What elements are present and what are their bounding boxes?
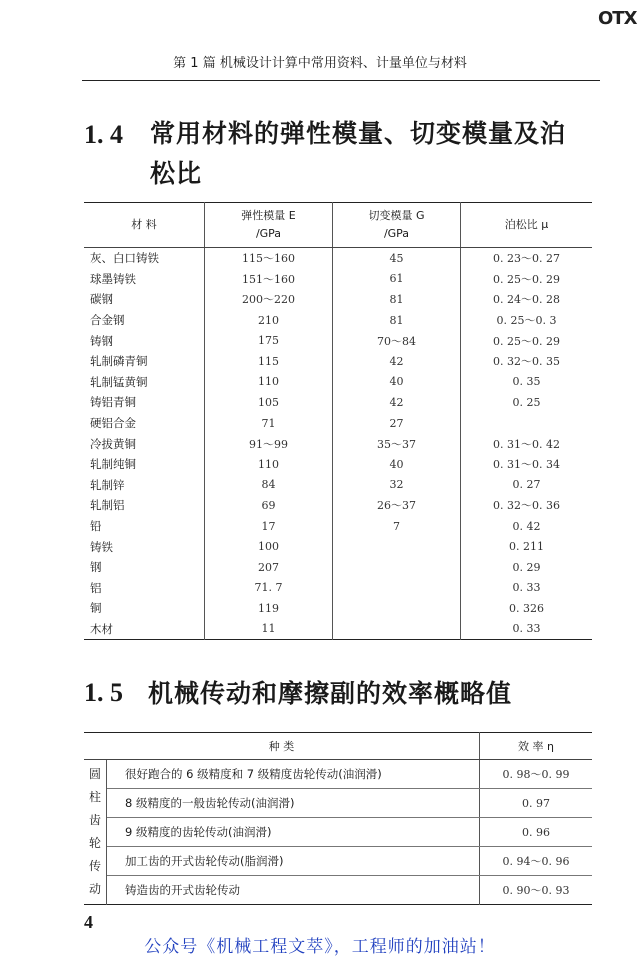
header-kind: 种 类: [84, 733, 480, 760]
cell-kind: 铸造齿的开式齿轮传动: [107, 876, 480, 905]
cell-efficiency: 0. 90～0. 93: [502, 884, 570, 897]
table-row: [84, 351, 592, 372]
section-1-4-title-line2: 松比: [150, 159, 203, 188]
header-shear-modulus: [333, 203, 461, 248]
table-row: [84, 598, 592, 619]
cell-poisson-ratio: 0. 33: [512, 581, 541, 595]
cell-elastic-modulus: 151～160: [205, 269, 333, 290]
cell-shear-modulus: 61: [333, 269, 461, 290]
header-poisson-ratio: 泊松比 μ: [461, 203, 593, 248]
table-row: [84, 495, 592, 516]
running-head: 第 1 篇 机械设计计算中常用资料、计量单位与材料: [173, 56, 467, 71]
cell-poisson-ratio: 0. 25～0. 3: [496, 314, 557, 328]
table-row: [84, 372, 592, 393]
cell-shear-modulus: 42: [333, 392, 461, 413]
cell-kind: 加工齿的开式齿轮传动(脂润滑): [107, 847, 480, 876]
cell-elastic-modulus: 91～99: [205, 433, 333, 454]
cell-poisson-ratio: 0. 211: [509, 540, 544, 554]
group-label-char: 动: [88, 882, 101, 896]
table-row: [84, 392, 592, 413]
header-elastic-modulus: [205, 203, 333, 248]
efficiency-table: [84, 732, 592, 905]
cell-material: 硬铝合金: [84, 413, 205, 434]
header-efficiency: 效 率 η: [480, 733, 593, 760]
cell-elastic-modulus: 175: [205, 330, 333, 351]
table-row: [84, 818, 592, 847]
cell-poisson-ratio: [461, 413, 593, 434]
cell-shear-modulus: 81: [333, 289, 461, 310]
cell-elastic-modulus: 210: [205, 310, 333, 331]
cell-poisson-ratio: 0. 31～0. 34: [493, 458, 560, 472]
elastic-moduli-body: [84, 248, 592, 640]
table-row: [84, 876, 592, 905]
cell-material: 木材: [84, 619, 205, 640]
cell-shear-modulus: 40: [333, 454, 461, 475]
cell-material: 轧制铝: [84, 495, 205, 516]
cell-poisson-ratio: 0. 32～0. 36: [493, 499, 560, 513]
table-row: [84, 578, 592, 599]
group-label-char: 柱: [88, 790, 101, 804]
cell-poisson-ratio: 0. 25～0. 29: [493, 334, 560, 348]
group-label-char: 轮: [88, 836, 101, 850]
cell-material: 铸铁: [84, 536, 205, 557]
cell-elastic-modulus: 69: [205, 495, 333, 516]
cell-poisson-ratio: 0. 23～0. 27: [493, 252, 560, 266]
group-label-char: 圆: [88, 767, 101, 781]
cell-elastic-modulus: 110: [205, 454, 333, 475]
cell-poisson-ratio: 0. 29: [512, 560, 541, 574]
table-header-row: [84, 203, 592, 248]
cell-shear-modulus: 81: [333, 310, 461, 331]
cell-elastic-modulus: 207: [205, 557, 333, 578]
header-elastic-line2: /GPa: [255, 227, 282, 240]
table-row: [84, 789, 592, 818]
cell-poisson-ratio: 0. 24～0. 28: [493, 293, 560, 307]
header-shear-line1: 切变模量 G: [368, 209, 425, 222]
section-1-5-number: 1. 5: [84, 678, 123, 707]
cell-material: 灰、白口铸铁: [84, 248, 205, 269]
table-row: [84, 413, 592, 434]
group-label-cylindrical-gear: [84, 760, 107, 905]
header-material: 材 料: [84, 203, 205, 248]
cell-shear-modulus: 32: [333, 475, 461, 496]
cell-material: 合金钢: [84, 310, 205, 331]
section-1-5-title: 机械传动和摩擦副的效率概略值: [148, 679, 513, 708]
cell-elastic-modulus: 17: [205, 516, 333, 537]
table-row: [84, 536, 592, 557]
cell-poisson-ratio: 0. 32～0. 35: [493, 355, 560, 369]
cell-shear-modulus: [333, 536, 461, 557]
cell-poisson-ratio: 0. 31～0. 42: [493, 437, 560, 451]
cell-material: 铸钢: [84, 330, 205, 351]
cell-shear-modulus: 70～84: [333, 330, 461, 351]
cell-material: 钢: [84, 557, 205, 578]
cell-elastic-modulus: 84: [205, 475, 333, 496]
table-row: [84, 330, 592, 351]
cell-poisson-ratio: 0. 326: [509, 601, 544, 615]
section-1-4-number: 1. 4: [84, 120, 123, 149]
cell-material: 铝: [84, 578, 205, 599]
cell-material: 轧制锌: [84, 475, 205, 496]
section-1-4-title: [150, 114, 566, 194]
table-row: [84, 619, 592, 640]
cell-shear-modulus: 42: [333, 351, 461, 372]
cell-material: 轧制磷青铜: [84, 351, 205, 372]
cell-elastic-modulus: 11: [205, 619, 333, 640]
cell-material: 铜: [84, 598, 205, 619]
table-row: [84, 433, 592, 454]
elastic-moduli-table: [84, 202, 592, 640]
cell-elastic-modulus: 71. 7: [205, 578, 333, 599]
cell-material: 轧制锰黄铜: [84, 372, 205, 393]
table-row: [84, 475, 592, 496]
cell-material: 冷拔黄铜: [84, 433, 205, 454]
group-label-char: 传: [88, 859, 101, 873]
cell-shear-modulus: 35～37: [333, 433, 461, 454]
cell-efficiency: 0. 97: [480, 789, 593, 818]
cell-material: 球墨铸铁: [84, 269, 205, 290]
header-rule: [82, 80, 600, 81]
table-row: [84, 269, 592, 290]
table-row: [84, 454, 592, 475]
cell-elastic-modulus: 110: [205, 372, 333, 393]
cell-material: 碳钢: [84, 289, 205, 310]
cell-shear-modulus: [333, 598, 461, 619]
group-label-char: 齿: [88, 813, 101, 827]
cell-poisson-ratio: 0. 35: [512, 375, 541, 389]
cell-poisson-ratio: 0. 27: [512, 478, 541, 492]
cell-shear-modulus: 40: [333, 372, 461, 393]
page-number: 4: [84, 912, 93, 932]
header-shear-line2: /GPa: [383, 227, 410, 240]
cell-efficiency: 0. 98～0. 99: [480, 760, 593, 789]
cell-shear-modulus: 27: [333, 413, 461, 434]
cell-kind: 8 级精度的一般齿轮传动(油润滑): [107, 789, 480, 818]
cell-shear-modulus: [333, 557, 461, 578]
cell-material: 轧制纯铜: [84, 454, 205, 475]
cell-efficiency: 0. 94～0. 96: [480, 847, 593, 876]
cell-elastic-modulus: 115: [205, 351, 333, 372]
cell-shear-modulus: 7: [333, 516, 461, 537]
cell-poisson-ratio: 0. 33: [512, 622, 541, 636]
cell-shear-modulus: 45: [333, 248, 461, 269]
table-row: [84, 310, 592, 331]
cell-efficiency: 0. 96: [480, 818, 593, 847]
cell-poisson-ratio: 0. 42: [512, 519, 541, 533]
cell-shear-modulus: [333, 578, 461, 599]
cell-material: 铸铝青铜: [84, 392, 205, 413]
table-row: [84, 289, 592, 310]
table-row: [84, 557, 592, 578]
section-1-4-title-line1: 常用材料的弹性模量、切变模量及泊: [150, 119, 567, 148]
cell-elastic-modulus: 115～160: [205, 248, 333, 269]
footer-banner: 公众号《机械工程文萃》，工程师的加油站！: [144, 937, 496, 957]
cell-elastic-modulus: 71: [205, 413, 333, 434]
cell-elastic-modulus: 119: [205, 598, 333, 619]
cell-kind: 9 级精度的齿轮传动(油润滑): [107, 818, 480, 847]
table-header-row: [84, 733, 592, 760]
header-elastic-line1: 弹性模量 E: [241, 209, 296, 222]
cell-elastic-modulus: 200～220: [205, 289, 333, 310]
cell-shear-modulus: [333, 619, 461, 640]
efficiency-body: [84, 760, 592, 905]
cell-shear-modulus: 26～37: [333, 495, 461, 516]
table-row: [84, 760, 592, 789]
cell-elastic-modulus: 100: [205, 536, 333, 557]
cell-kind: 很好跑合的 6 级精度和 7 级精度齿轮传动(油润滑): [107, 760, 480, 789]
cell-poisson-ratio: 0. 25: [512, 395, 541, 409]
table-row: [84, 248, 592, 269]
cell-material: 铅: [84, 516, 205, 537]
publisher-logo: OTX: [598, 8, 637, 29]
cell-poisson-ratio: 0. 25～0. 29: [493, 272, 560, 286]
table-row: [84, 847, 592, 876]
table-row: [84, 516, 592, 537]
cell-elastic-modulus: 105: [205, 392, 333, 413]
